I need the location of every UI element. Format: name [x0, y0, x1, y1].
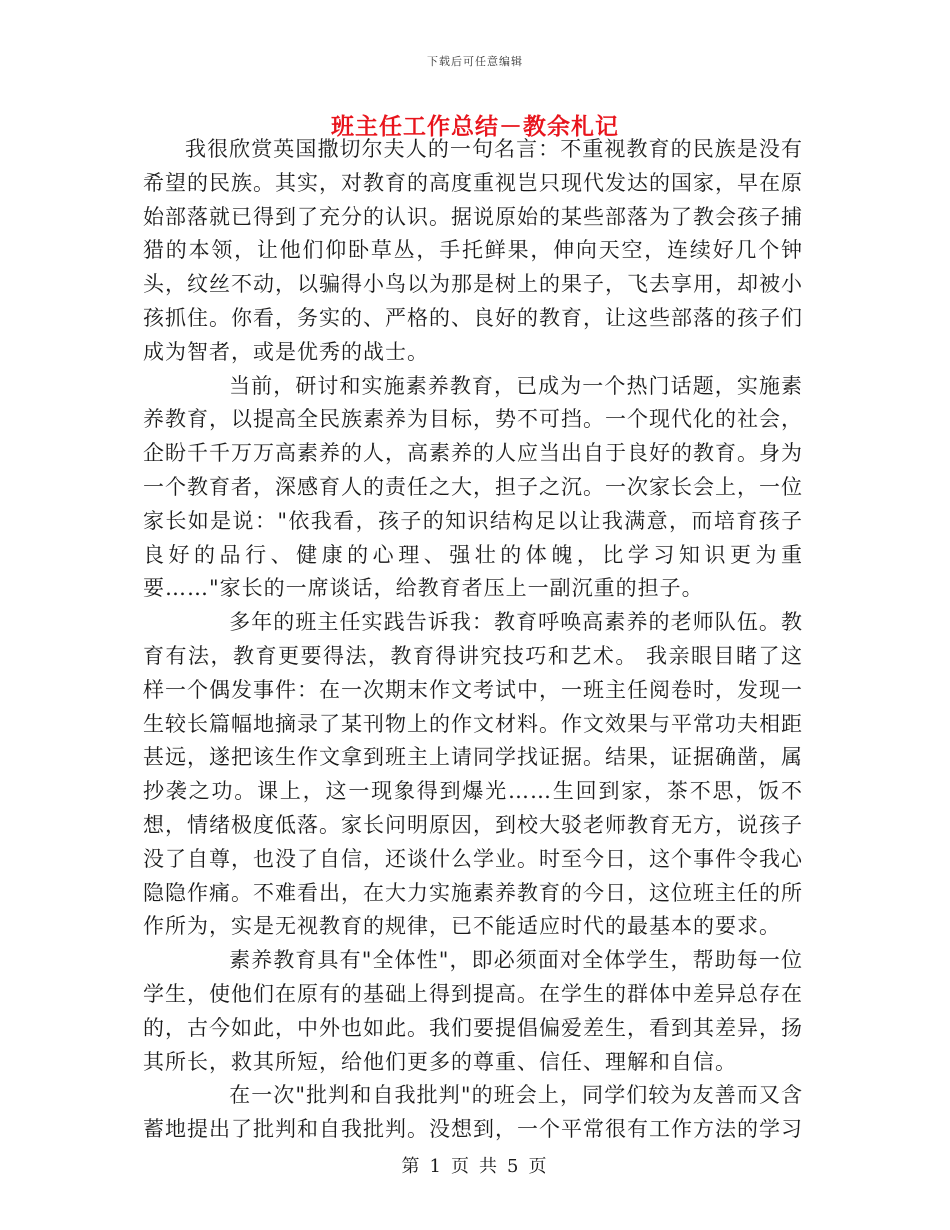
header-note: 下载后可任意编辑 — [427, 55, 523, 68]
total-page-number: 5 — [507, 1156, 521, 1177]
footer-suffix: 页 — [528, 1156, 549, 1177]
footer-prefix: 第 — [401, 1156, 422, 1177]
document-title: 班主任工作总结－教余札记 — [331, 113, 619, 140]
paragraph-4: 素养教育具有"全体性"，即必须面对全体学生，帮助每一位学生，使他们在原有的基础上得到提高。在学生的群体中差异总存在的，古今如此，中外也如此。我们要提倡偏爱差生，看到其差异，扬其所长，救其所短，给他们更多的尊重、信任、理解和自信。 — [143, 948, 803, 1074]
paragraph-3: 多年的班主任实践告诉我：教育呼唤高素养的老师队伍。教育有法，教育更要得法，教育得讲究技巧和艺术。 我亲眼目睹了这样一个偶发事件：在一次期末作文考试中，一班主任阅卷时，发现一生较长篇幅地摘录了某刊物上的作文材料。作文效果与平常功夫相距甚远，遂把该生作文拿到班主上请同学找证据。结果，证据确凿，属抄袭之功。课上，这一现象得到爆光……生回到家，茶不思，饭不想，情绪极度低落。家长问明原因，到校大驳老师教育无方，说孩子没了自尊，也没了自信，还谈什么学业。时至今日，这个事件令我心隐隐作痛。不难看出，在大力实施素养教育的今日，这位班主任的所作所为，实是无视教育的规律，已不能适应时代的最基本的要求。 — [143, 610, 803, 939]
current-page-number: 1 — [429, 1156, 443, 1177]
paragraph-2: 当前，研讨和实施素养教育，已成为一个热门话题，实施素养教育，以提高全民族素养为目标，势不可挡。一个现代化的社会，企盼千千万万高素养的人，高素养的人应当出自于良好的教育。身为一个教育者，深感育人的责任之大，担子之沉。一次家长会上，一位家长如是说："依我看，孩子的知识结构足以让我满意，而培育孩子良好的品行、健康的心理、强壮的体魄，比学习知识更为重要……"家长的一席谈话，给教育者压上一副沉重的担子。 — [143, 373, 803, 601]
footer-total-word: 共 — [479, 1156, 499, 1177]
footer-page-word: 页 — [451, 1156, 471, 1177]
paragraph-5: 在一次"批判和自我批判"的班会上，同学们较为友善而又含蓄地提出了批判和自我批判。没想到，一个平常很有工作方法的学习 — [143, 1083, 803, 1142]
page-footer — [0, 1152, 950, 1178]
paragraph-1: 我很欣赏英国撒切尔夫人的一句名言：不重视教育的民族是没有希望的民族。其实，对教育的高度重视岂只现代发达的国家，早在原始部落就已得到了充分的认识。据说原始的某些部落为了教会孩子捕猎的本领，让他们仰卧草丛，手托鲜果，伸向天空，连续好几个钟头，纹丝不动，以骗得小鸟以为那是树上的果子，飞去享用，却被小孩抓住。你看，务实的、严格的、良好的教育，让这些部落的孩子们成为智者，或是优秀的战士。 — [143, 137, 803, 364]
document-body — [143, 133, 803, 1147]
